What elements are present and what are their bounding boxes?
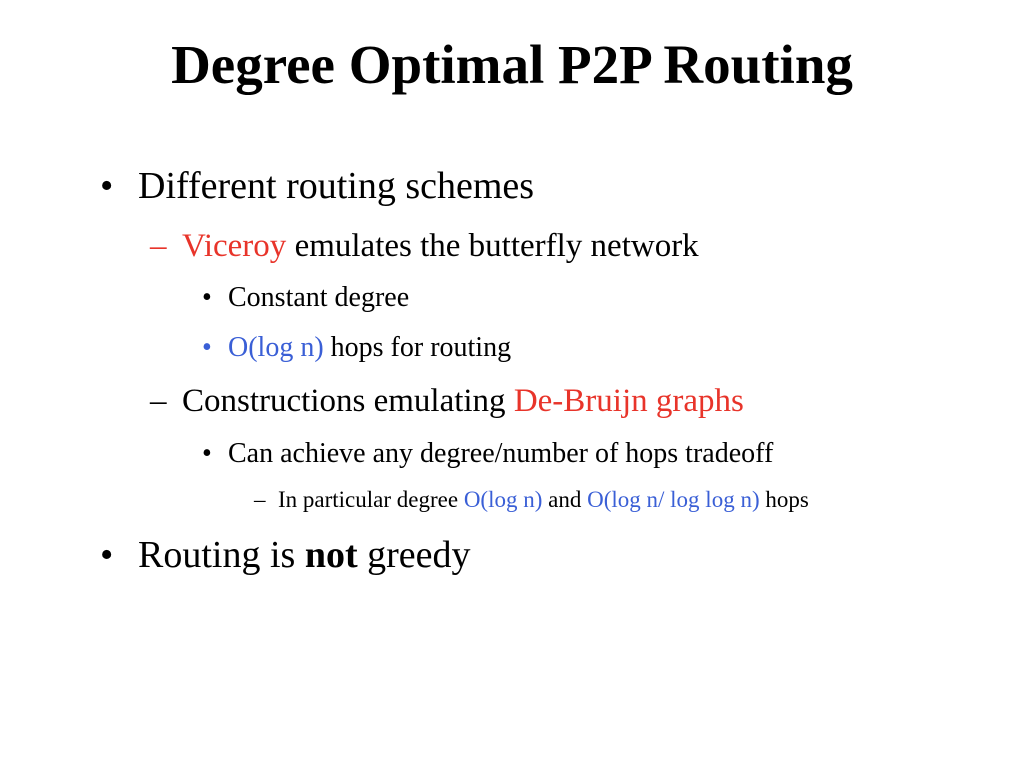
bullet-text (182, 227, 699, 265)
highlight-olog-n: O(log n) (228, 332, 324, 363)
bullet-text-rest: emulates the butterfly network (286, 228, 699, 264)
bullet-text-rest: hops for routing (323, 332, 512, 363)
dash-marker: – (254, 487, 266, 512)
bullet-text (182, 382, 744, 420)
bullet-marker: • (202, 332, 212, 363)
bullet-text: Different routing schemes (138, 165, 535, 207)
bullet-marker: • (202, 438, 212, 469)
bullet-text (138, 533, 471, 577)
bullet-text-b: greedy (357, 534, 471, 576)
highlight-viceroy: Viceroy (182, 228, 287, 264)
dash-marker: – (150, 228, 167, 264)
bullet-text: Constant degree (228, 282, 410, 313)
bold-not: not (304, 534, 358, 576)
bullet-marker: • (100, 165, 114, 207)
bullet-marker: • (100, 534, 114, 576)
highlight-olog-loglog: O(log n/ log log n) (587, 487, 760, 512)
highlight-olog-n: O(log n) (463, 487, 543, 512)
highlight-de-bruijn: De-Bruijn graphs (513, 383, 744, 419)
bullet-text-lead: Constructions emulating (182, 383, 514, 419)
bullet-text-c: hops (759, 487, 809, 512)
bullet-text (228, 332, 511, 364)
dash-marker: – (150, 383, 167, 419)
slide-title: Degree Optimal P2P Routing (171, 34, 853, 95)
bullet-text: Can achieve any degree/number of hops tradeoff (228, 438, 774, 469)
bullet-text (278, 486, 809, 514)
bullet-text-a: Routing is (138, 534, 305, 576)
bullet-marker: • (202, 282, 212, 313)
bullet-text-a: In particular degree (278, 487, 464, 512)
bullet-text-b: and (542, 487, 588, 512)
